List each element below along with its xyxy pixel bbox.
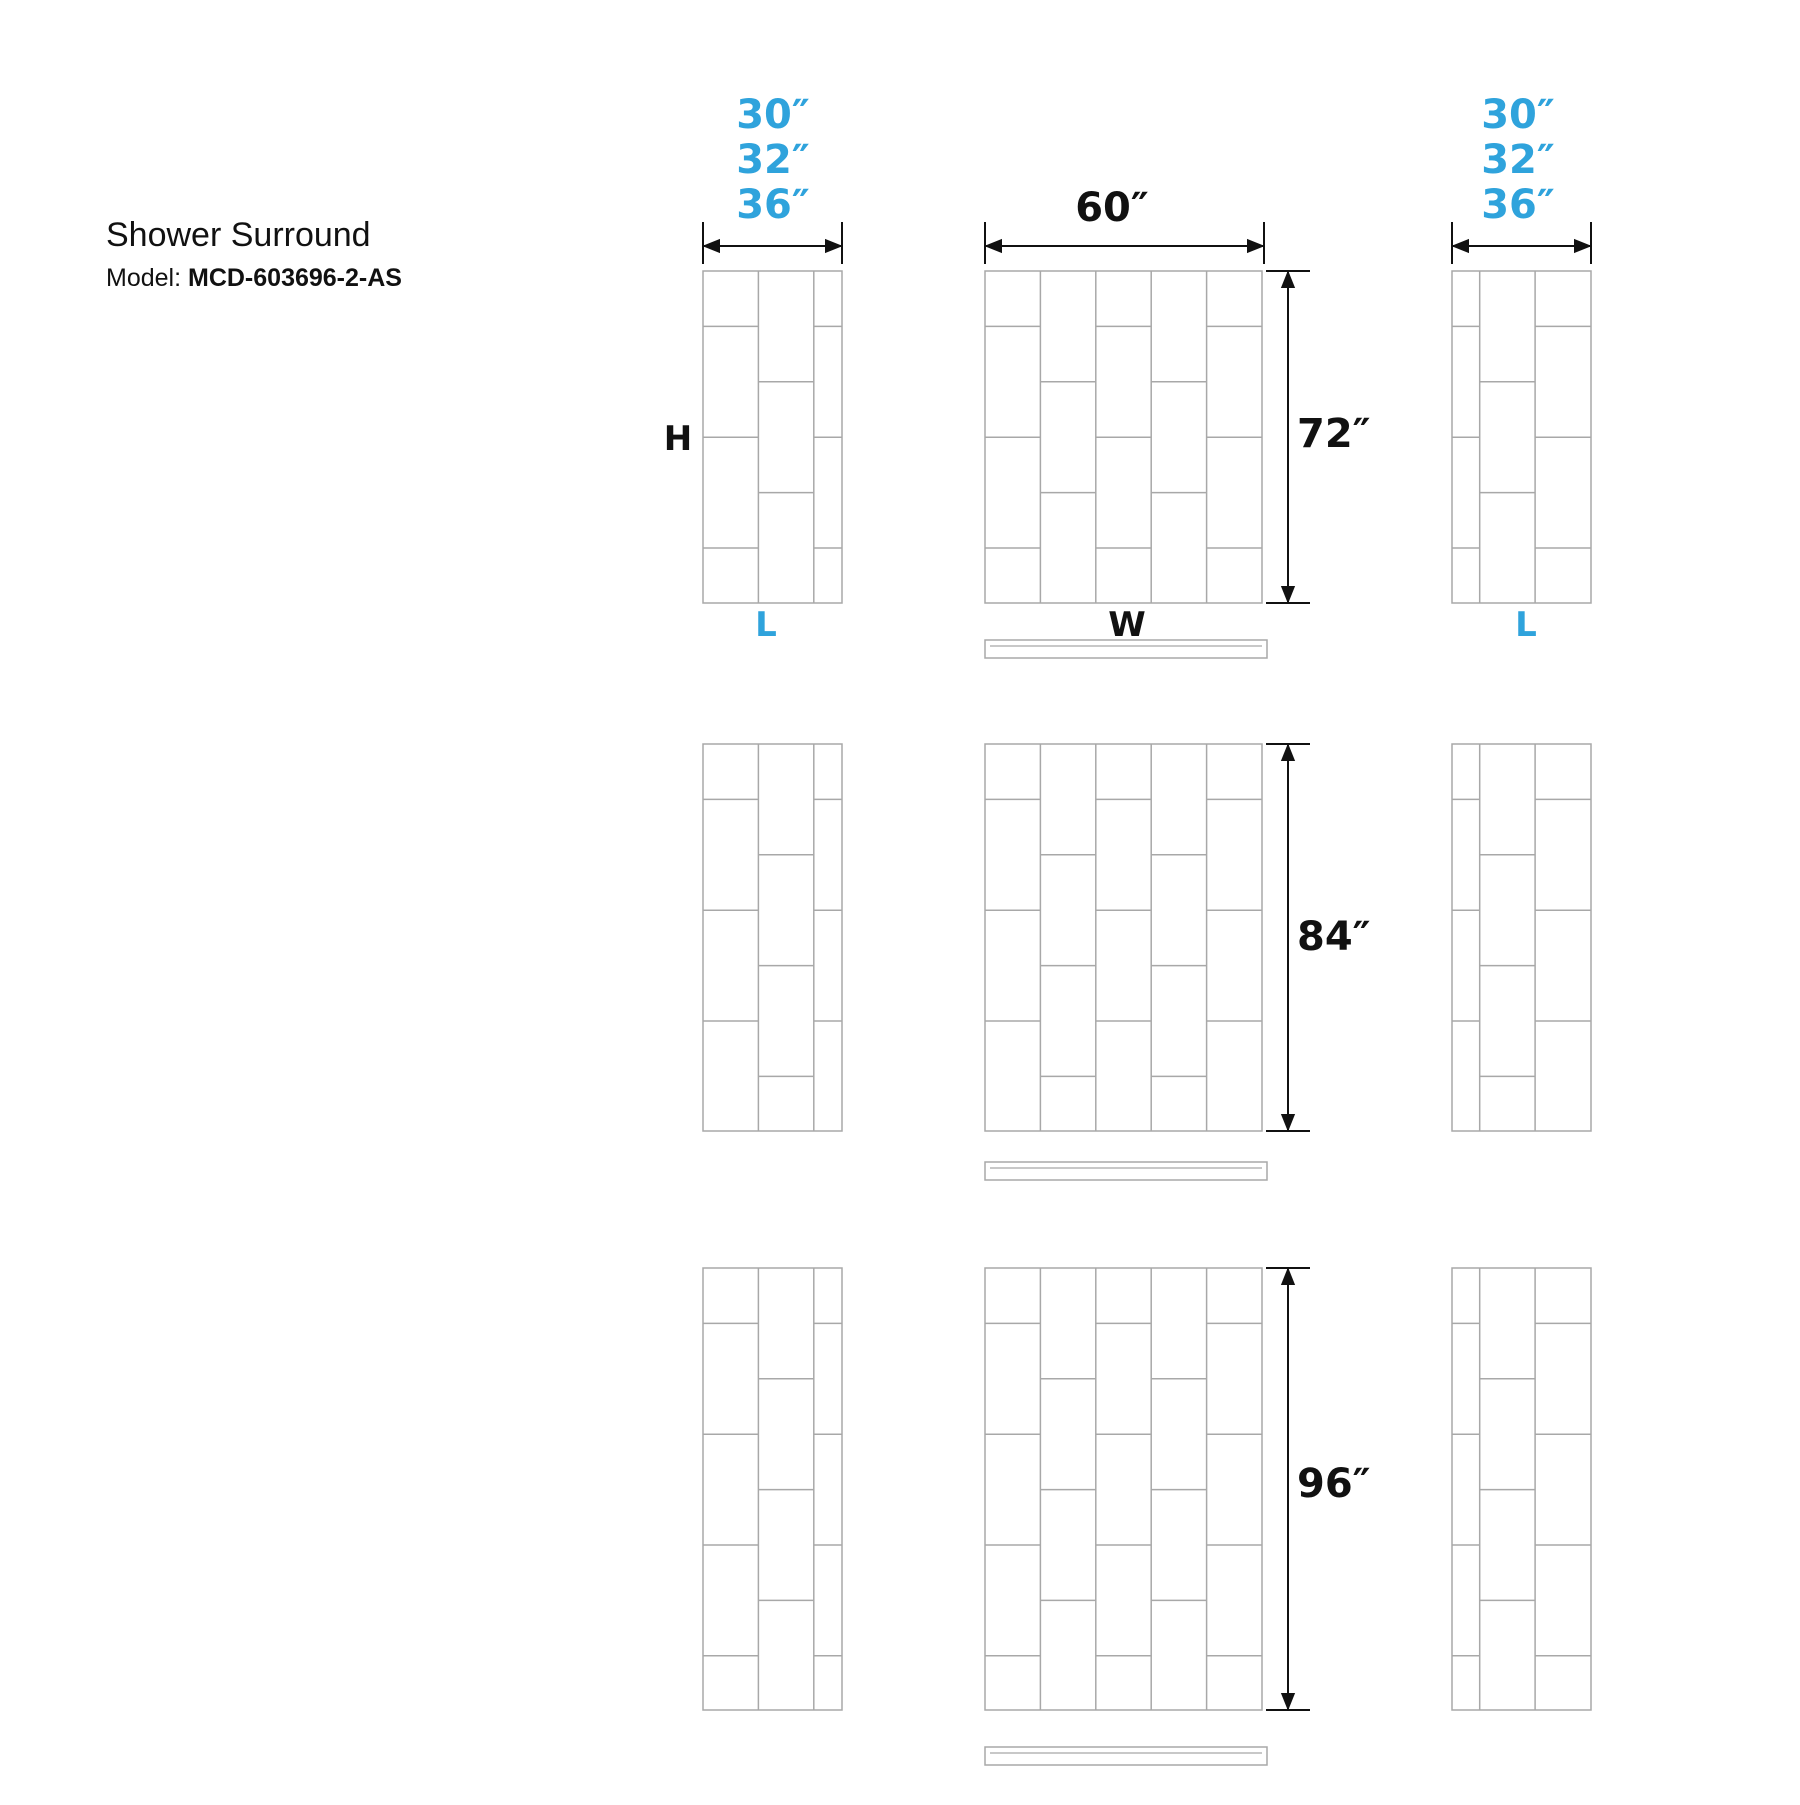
left-length-dimension-line — [703, 222, 842, 264]
model-line — [106, 264, 402, 293]
diagram-title: Shower Surround — [106, 216, 371, 254]
height-72-dimension: 72″ — [1297, 411, 1371, 457]
panel-row-3 — [703, 1268, 1591, 1765]
left-side-panel — [703, 744, 842, 1131]
panel-rows — [703, 271, 1591, 1765]
height-label: H — [663, 419, 693, 459]
back-wall-panel — [985, 744, 1262, 1131]
model-label: Model: — [106, 264, 182, 292]
right-length-label: L — [1515, 605, 1537, 645]
back-wall-panel — [985, 1268, 1262, 1710]
base-trim — [985, 1162, 1267, 1180]
left-side-panel — [703, 1268, 842, 1710]
right-length-32: 32″ — [1481, 137, 1555, 183]
left-length-36: 36″ — [736, 182, 810, 228]
back-wall-panel — [985, 271, 1262, 603]
height-96-dimension: 96″ — [1297, 1461, 1371, 1507]
panel-row-2 — [703, 744, 1591, 1180]
panel-row-1 — [703, 271, 1591, 658]
left-side-panel — [703, 271, 842, 603]
left-length-options — [736, 92, 810, 228]
left-length-30: 30″ — [736, 92, 810, 138]
height-84-dimension: 84″ — [1297, 914, 1371, 960]
right-length-dimension-line — [1452, 222, 1591, 264]
right-length-options — [1481, 92, 1555, 228]
back-width-dimension: 60″ — [1075, 185, 1149, 231]
right-side-panel — [1452, 271, 1591, 603]
right-length-36: 36″ — [1481, 182, 1555, 228]
width-label: W — [1108, 605, 1146, 645]
left-length-label: L — [755, 605, 777, 645]
right-side-panel — [1452, 1268, 1591, 1710]
right-side-panel — [1452, 744, 1591, 1131]
base-trim — [985, 1747, 1267, 1765]
model-number: MCD-603696-2-AS — [188, 264, 402, 292]
right-length-30: 30″ — [1481, 92, 1555, 138]
left-length-32: 32″ — [736, 137, 810, 183]
